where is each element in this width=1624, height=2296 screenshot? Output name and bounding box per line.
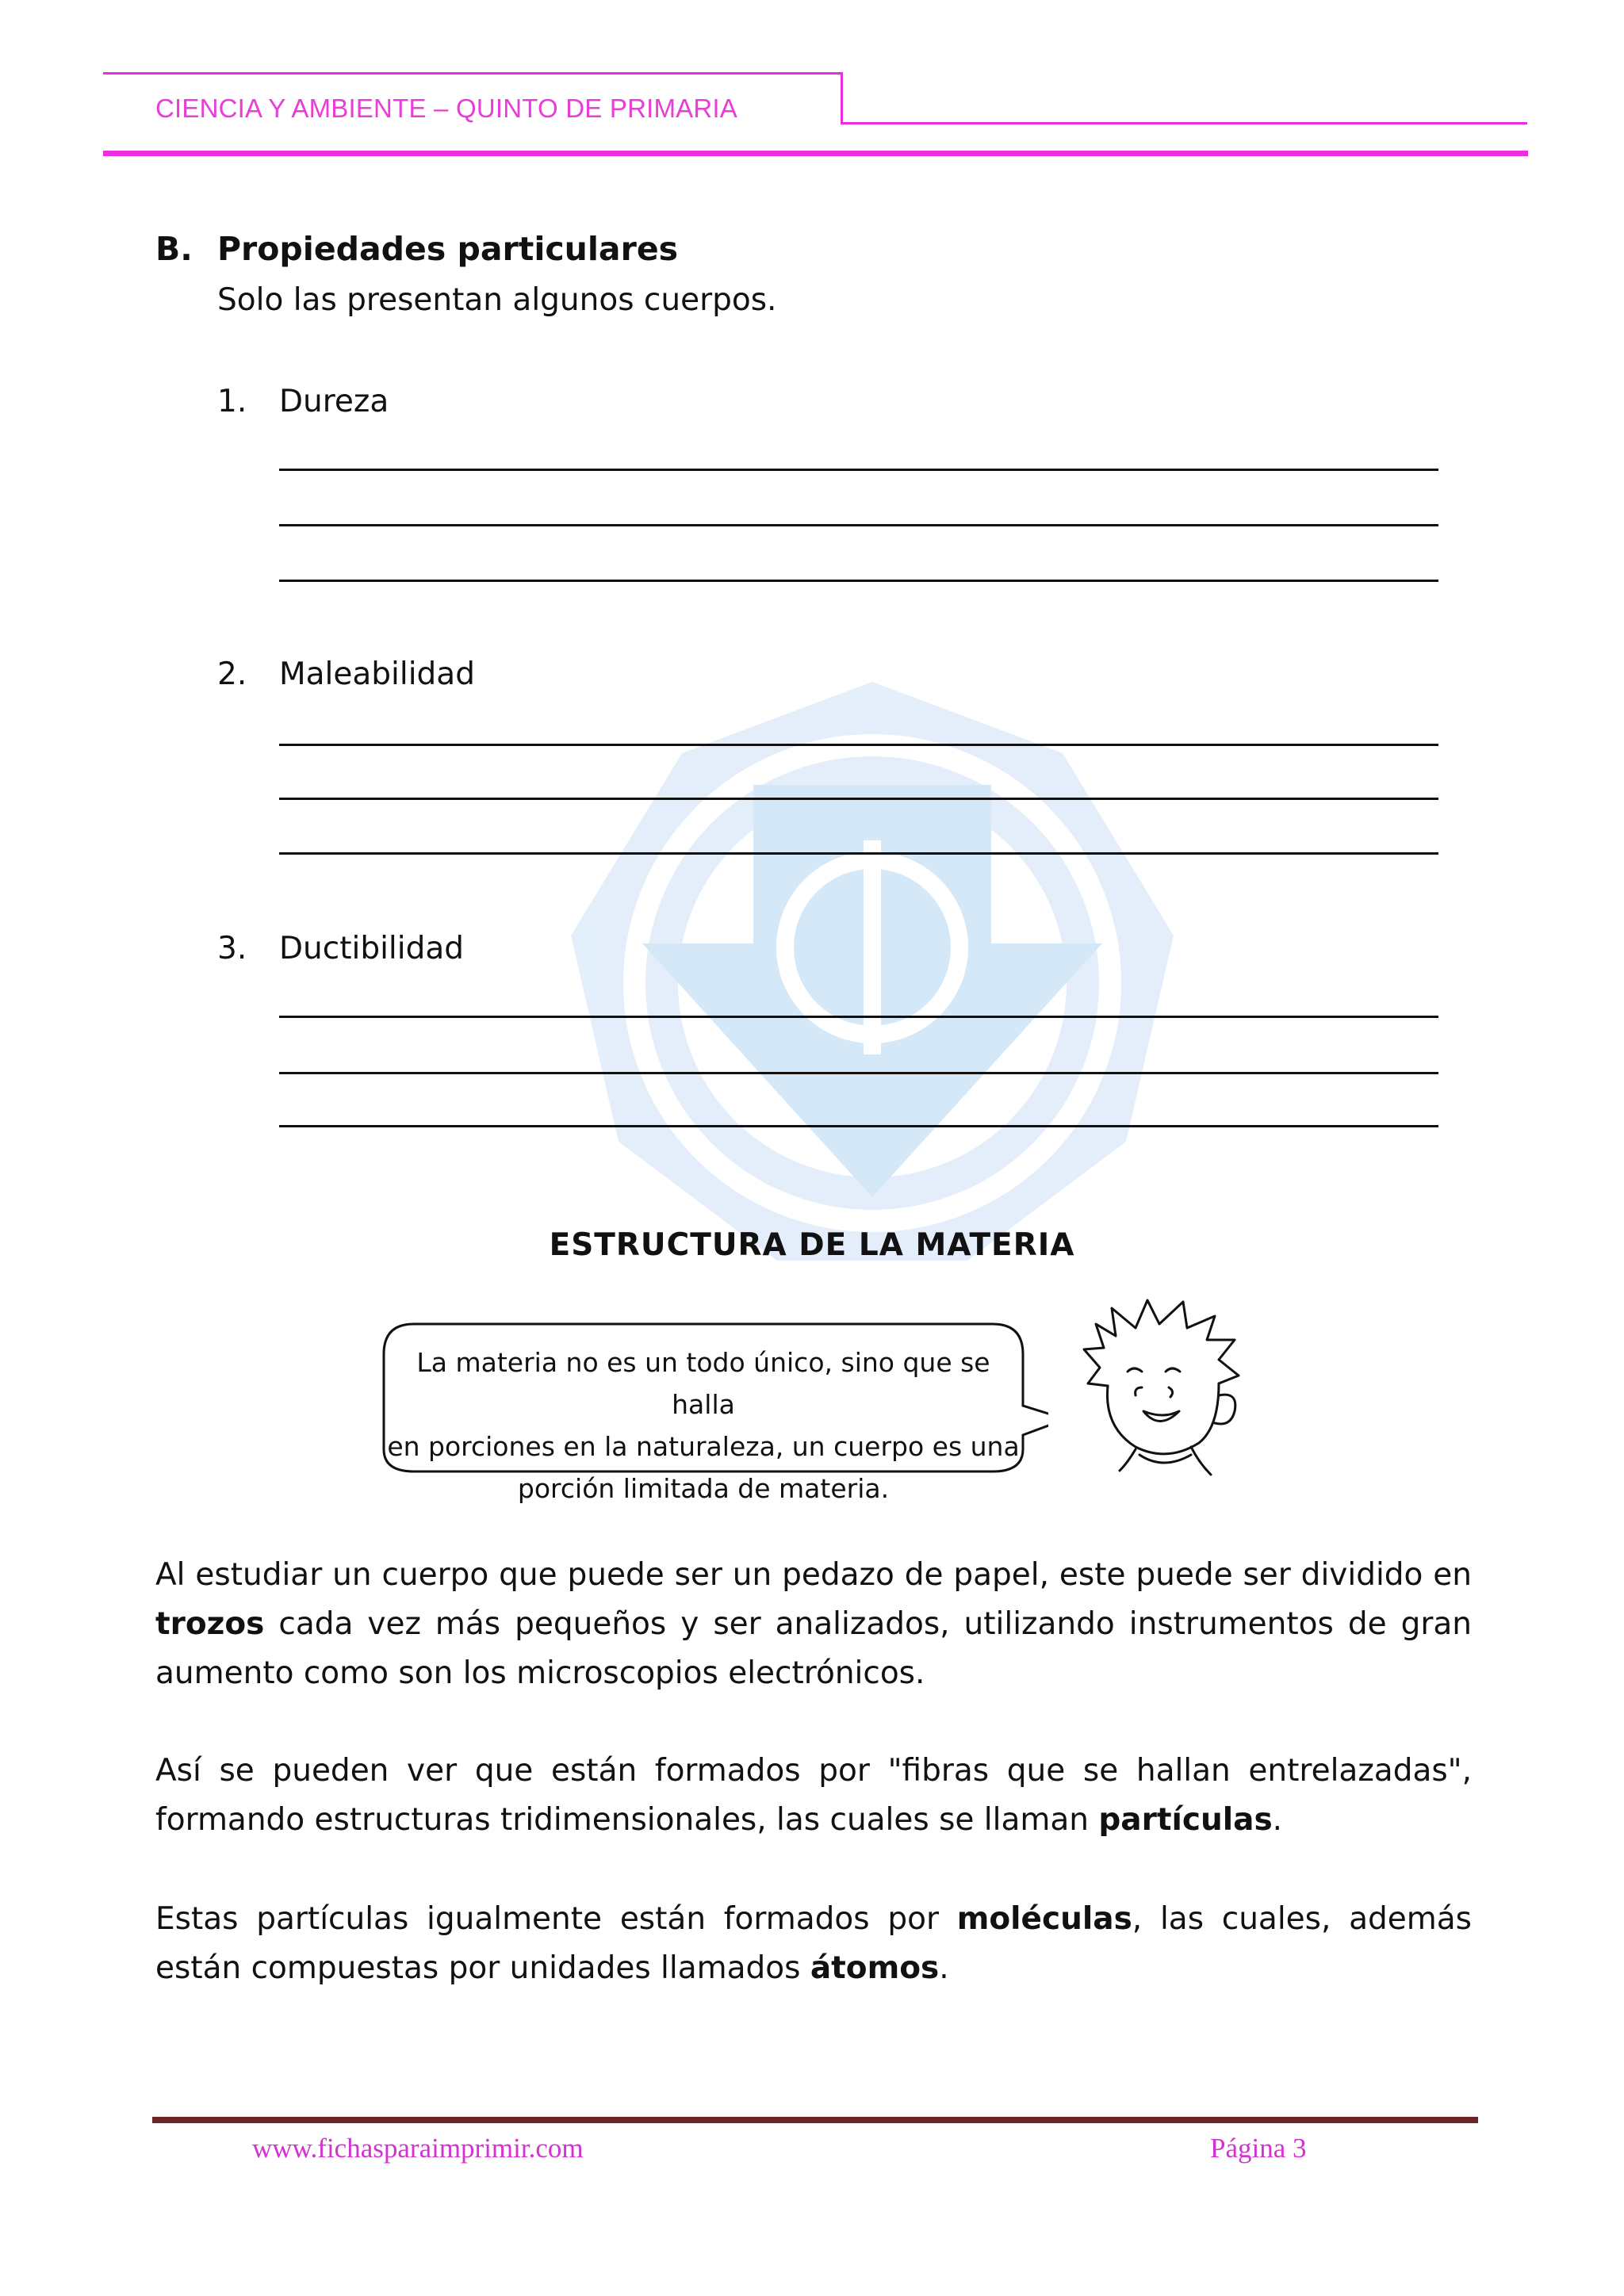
paragraph-text: Al estudiar un cuerpo que puede ser un pedazo de papel, este puede ser dividido en [155,1557,1472,1593]
header-title: CIENCIA Y AMBIENTE – QUINTO DE PRIMARIA [155,94,737,123]
watermark-logo [555,674,1189,1292]
section-letter: B. [155,230,193,268]
bold-term: moléculas [956,1901,1132,1937]
bold-term: trozos [155,1606,265,1642]
answer-line [279,852,1438,855]
paragraph-text: Estas partículas igualmente están formados por [155,1901,957,1937]
bubble-line: porción limitada de materia. [517,1473,890,1504]
answer-line [279,1072,1438,1074]
bold-term: partículas [1098,1802,1273,1838]
paragraph-text: cada vez más pequeños y ser analizados, utilizando instrumentos de gran aumento como son los microscopios electrónicos. [155,1606,1472,1691]
speech-bubble [382,1322,1048,1504]
header-right-line [841,122,1527,124]
paragraph-3 [155,1895,1472,1993]
paragraph-text: , las cuales, además están compuestas por unidades llamados [155,1901,1472,1986]
section-subtitle: Solo las presentan algunos cuerpos. [217,282,777,318]
header-bottom-line [103,151,1528,156]
speech-bubble-text [382,1341,1025,1510]
item-number: 1. [217,384,247,419]
item-label-ductibilidad: Ductibilidad [279,931,464,966]
item-label-dureza: Dureza [279,384,389,419]
answer-line [279,580,1438,582]
paragraph-text: . [1272,1802,1283,1838]
answer-line [279,524,1438,526]
answer-line [279,1125,1438,1127]
item-number: 3. [217,931,247,966]
bubble-line: en porciones en la naturaleza, un cuerpo es una [387,1431,1020,1462]
bold-term: átomos [810,1950,940,1986]
header-top-line [103,72,843,75]
item-number: 2. [217,656,247,692]
paragraph-2 [155,1747,1472,1845]
bubble-line: La materia no es un todo único, sino que se halla [416,1347,990,1420]
header-step-line [841,72,843,124]
item-label-maleabilidad: Maleabilidad [279,656,475,692]
paragraph-text: . [939,1950,949,1986]
footer-rule [152,2117,1478,2123]
answer-line [279,744,1438,746]
footer-page-number: Página 3 [1210,2133,1307,2164]
structure-title: ESTRUCTURA DE LA MATERIA [549,1227,1075,1263]
paragraph-text: Así se pueden ver que están formados por "fibras que se hallan entrelazadas", formando estructuras tridimensionales, las cuales se llaman [155,1753,1472,1838]
answer-line [279,1016,1438,1018]
section-title: Propiedades particulares [217,230,679,268]
paragraph-1 [155,1551,1472,1698]
footer-website[interactable]: www.fichasparaimprimir.com [252,2133,584,2164]
answer-line [279,798,1438,800]
answer-line [279,469,1438,471]
cartoon-boy-illustration [1072,1292,1270,1498]
